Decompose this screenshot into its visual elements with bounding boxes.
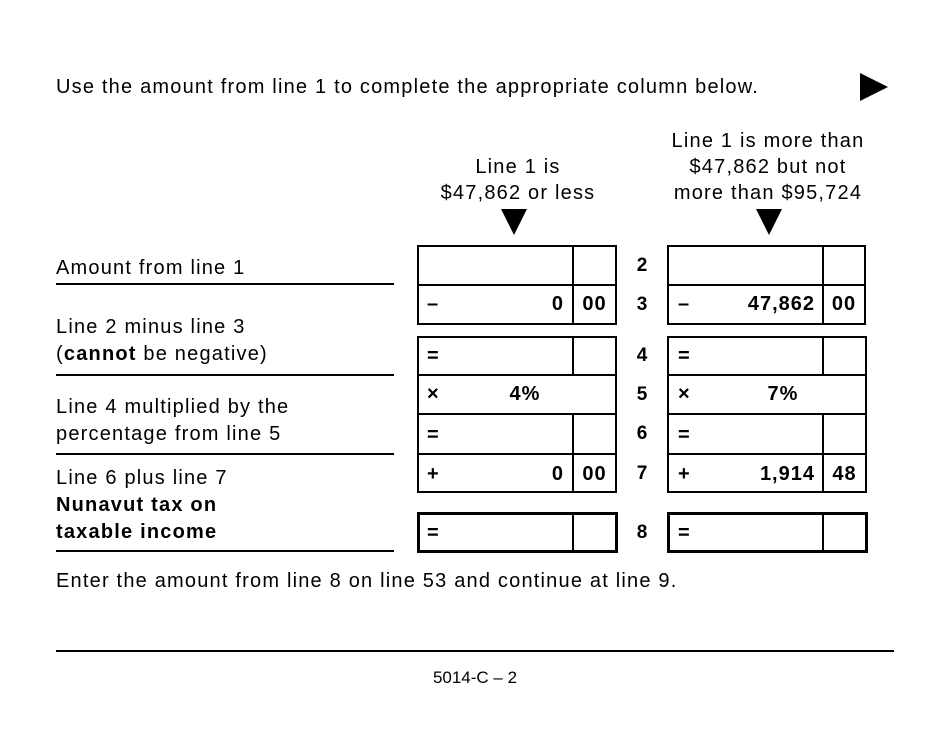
left-line-6-cents-input[interactable] <box>574 415 615 453</box>
arrow-right-icon <box>860 73 888 101</box>
page-footer: 5014-C – 2 <box>432 668 518 687</box>
equals-sign: = <box>678 522 690 544</box>
left-header-line-1: Line 1 is <box>475 156 561 178</box>
right-header-line-2: $47,862 but not <box>689 156 847 178</box>
left-line-7-cents: 00 <box>582 463 607 485</box>
right-line-7-dollars: 1,914 <box>759 463 815 485</box>
line-number: 5 <box>636 384 648 405</box>
right-line-5-rate: 7% <box>767 383 799 405</box>
left-line-7-dollars: 0 <box>551 463 564 485</box>
line-number: 2 <box>636 255 648 276</box>
left-line-2-cents-input[interactable] <box>574 247 615 284</box>
closing-instruction: Enter the amount from line 8 on line 53 and continue at line 9. <box>56 570 678 592</box>
equals-sign: = <box>427 424 439 446</box>
arrow-down-icon <box>501 209 527 235</box>
equals-sign: = <box>427 522 439 544</box>
line-number: 7 <box>636 463 648 484</box>
line-4-text-a: Line 2 minus line 3 <box>56 316 246 338</box>
right-line-6-dollars-input[interactable] <box>690 415 820 453</box>
right-column-header <box>643 128 893 206</box>
right-line-4-dollars-input[interactable] <box>690 338 820 374</box>
left-line-6-dollars-input[interactable] <box>440 415 570 453</box>
multiply-sign: × <box>427 383 439 405</box>
line-4-text-b: (cannot be negative) <box>56 343 268 365</box>
right-line-2-dollars-input[interactable] <box>669 247 822 284</box>
left-line-3-dollars: 0 <box>551 293 564 315</box>
line-8-description <box>56 465 228 546</box>
left-line-2-dollars-input[interactable] <box>419 247 572 284</box>
right-header-line-3: more than $95,724 <box>673 182 863 204</box>
right-header-line-1: Line 1 is more than <box>671 130 865 152</box>
arrow-down-icon <box>756 209 782 235</box>
emphasis-cannot: cannot <box>63 343 137 365</box>
divider <box>56 374 394 376</box>
right-line-6-cents-input[interactable] <box>824 415 865 453</box>
right-line-2-cents-input[interactable] <box>824 247 864 284</box>
right-line-4-cents-input[interactable] <box>824 338 865 374</box>
line-number: 6 <box>636 423 648 444</box>
left-line-8-dollars-input[interactable] <box>440 515 570 550</box>
equals-sign: = <box>678 345 690 367</box>
right-line-8-dollars-input[interactable] <box>690 515 820 550</box>
plus-sign: + <box>678 463 690 485</box>
left-line-4-dollars-input[interactable] <box>440 338 570 374</box>
equals-sign: = <box>678 424 690 446</box>
minus-sign: – <box>427 293 439 315</box>
divider <box>56 453 394 455</box>
left-line-8-cents-input[interactable] <box>574 515 615 550</box>
line-8-text-a: Line 6 plus line 7 <box>56 467 228 489</box>
right-line-8-cents-input[interactable] <box>824 515 865 550</box>
line-number: 4 <box>636 345 648 366</box>
line-6-description <box>56 394 289 448</box>
minus-sign: – <box>678 293 690 315</box>
left-line-5-rate: 4% <box>509 383 541 405</box>
divider <box>56 550 394 552</box>
footer-divider <box>56 650 894 652</box>
right-line-7-cents: 48 <box>832 463 857 485</box>
right-line-3-dollars: 47,862 <box>747 293 815 315</box>
right-line-3-cents: 00 <box>831 293 857 315</box>
left-header-line-2: $47,862 or less <box>440 182 596 204</box>
line-8-title-b: taxable income <box>56 521 218 543</box>
equals-sign: = <box>427 345 439 367</box>
left-column-header <box>418 154 618 206</box>
left-line-3-cents: 00 <box>582 293 607 315</box>
instruction-text: Use the amount from line 1 to complete the appropriate column below. <box>56 76 760 98</box>
divider <box>56 283 394 285</box>
line-8-title-a: Nunavut tax on <box>56 494 218 516</box>
multiply-sign: × <box>678 383 690 405</box>
line-6-text-a: Line 4 multiplied by the <box>56 396 290 418</box>
left-line-4-cents-input[interactable] <box>574 338 615 374</box>
line-2-description: Amount from line 1 <box>56 257 246 279</box>
line-4-description <box>56 314 268 368</box>
line-number: 3 <box>636 294 648 315</box>
plus-sign: + <box>427 463 439 485</box>
line-number: 8 <box>636 522 648 543</box>
line-6-text-b: percentage from line 5 <box>56 423 282 445</box>
